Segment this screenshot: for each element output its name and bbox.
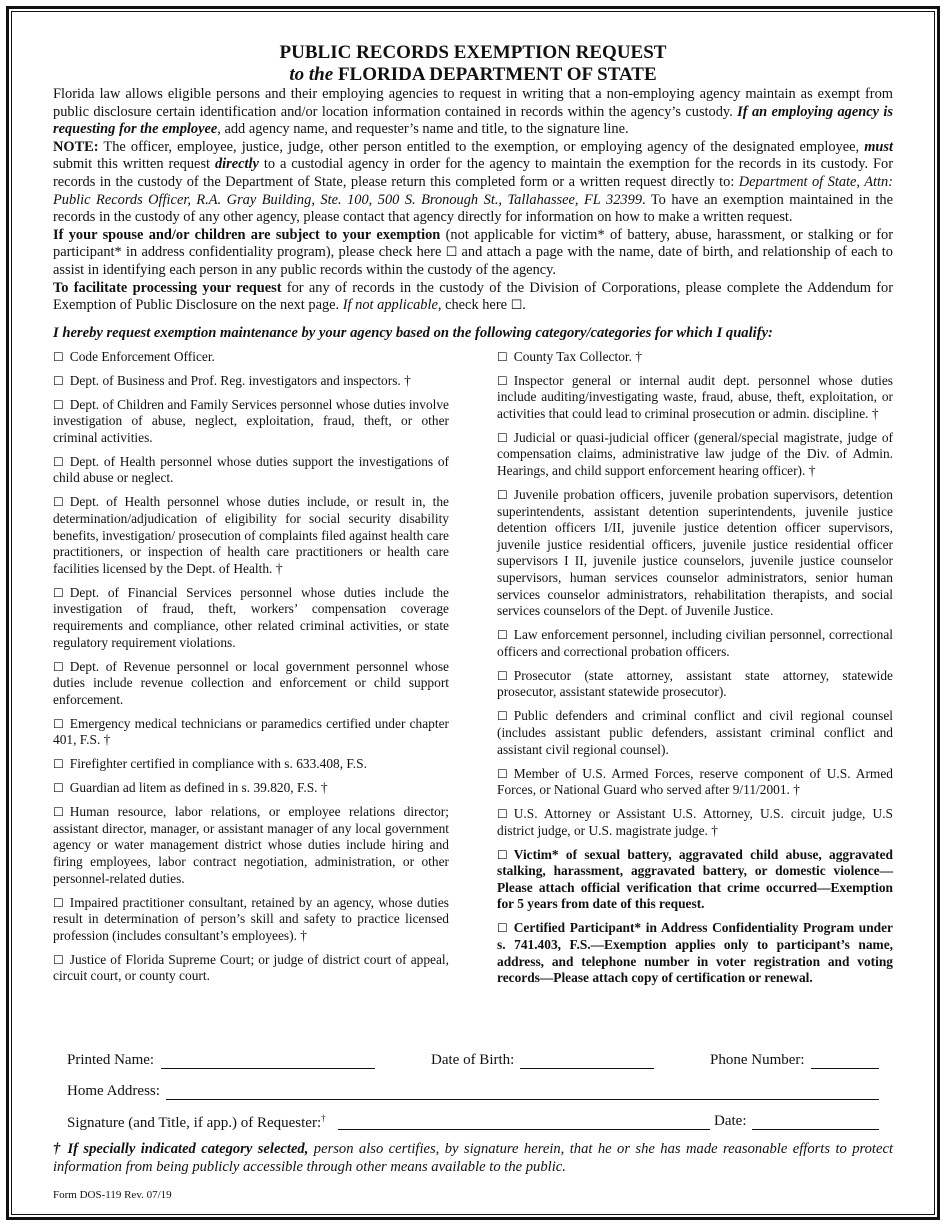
note-text-4: . To have an exemption maintained in the records in the custody of any other agency, please contact that agency directly for information on how to make a written request. <box>53 191 893 226</box>
form-body <box>53 42 893 994</box>
category-item <box>497 806 893 839</box>
category-checkbox[interactable]: ☐ <box>53 895 64 910</box>
category-item <box>497 708 893 758</box>
category-checkbox[interactable]: ☐ <box>497 373 508 388</box>
category-checkbox[interactable]: ☐ <box>497 430 508 445</box>
category-checkbox[interactable]: ☐ <box>53 585 64 600</box>
category-label: Firefighter certified in compliance with s. 633.408, F.S. <box>69 756 367 772</box>
phone-number-label: Phone Number: <box>710 1052 805 1068</box>
category-item <box>53 585 449 651</box>
category-item <box>497 487 893 620</box>
home-address-label: Home Address: <box>67 1083 160 1099</box>
facilitate-text-2: , check here <box>437 297 511 314</box>
form-number: Form DOS-119 Rev. 07/19 <box>53 1189 172 1201</box>
category-item <box>53 804 449 887</box>
category-item <box>53 716 449 749</box>
footnote-bold: If specially indicated category selected, <box>67 1141 309 1157</box>
footnote-text: person also certifies, by signature herein, that he or she has made reasonable efforts to protect information from being publicly accessible through other means available to the public. <box>53 1141 893 1175</box>
category-checkbox[interactable]: ☐ <box>53 659 64 674</box>
category-label: Public defenders and criminal conflict and civil regional counsel (includes assistant public defenders, assistant criminal conflict and assistant civil regional counsel). <box>497 708 893 757</box>
category-checkbox[interactable]: ☐ <box>53 952 64 967</box>
category-item <box>497 668 893 701</box>
category-columns <box>53 349 893 994</box>
date-of-birth-field[interactable] <box>520 1068 654 1069</box>
category-label: Victim* of sexual battery, aggravated child abuse, aggravated stalking, harassment, aggravated battery, or domestic violence—Please attach official verification that crime occurred—Exemption for 5 years from date of this request. <box>497 846 893 912</box>
category-item <box>53 659 449 709</box>
row-home-address <box>67 1083 879 1103</box>
category-label: Dept. of Health personnel whose duties include, or result in, the determination/adjudication of eligibility for social security disability benefits, investigation/ prosecution of complaints filed against health care practitioners, or inspection of health care practitioners or health care facilities licensed by the Dept. of Health. † <box>53 494 449 576</box>
category-label: County Tax Collector. † <box>513 348 643 364</box>
footnote <box>53 1140 893 1176</box>
category-checkbox[interactable]: ☐ <box>53 495 64 510</box>
category-checkbox[interactable]: ☐ <box>53 805 64 820</box>
date-label: Date: <box>714 1113 747 1129</box>
category-item <box>53 780 449 797</box>
spouse-text-1: (not applicable for victim* of battery, abuse, harassment, or stalking or for participant* in address confidentiality program), please check here <box>53 226 893 261</box>
category-item <box>497 349 893 366</box>
footnote-dagger: † <box>53 1141 63 1157</box>
category-item <box>497 430 893 480</box>
category-label: Judicial or quasi-judicial officer (general/special magistrate, judge of compensation claims, administrative law judge of the Div. of Admin. Hearings, and child support enforcement hearing officer). † <box>497 429 893 479</box>
facilitate-text-3: . <box>522 297 526 314</box>
category-checkbox[interactable]: ☐ <box>497 709 508 724</box>
category-label: Dept. of Health personnel whose duties support the investigations of child abuse or neglect. <box>53 453 449 486</box>
home-address-field[interactable] <box>166 1099 879 1100</box>
category-item <box>497 766 893 799</box>
category-checkbox[interactable]: ☐ <box>497 847 508 862</box>
category-item <box>53 952 449 985</box>
category-item <box>53 895 449 945</box>
category-checkbox[interactable]: ☐ <box>53 454 64 469</box>
note-must: must <box>864 138 893 155</box>
category-column-right <box>497 349 893 994</box>
category-checkbox[interactable]: ☐ <box>53 781 64 796</box>
row-signature-date <box>67 1113 879 1133</box>
spouse-text-2: and attach a page with the name, date of birth, and relationship of each to assist in identifying each person in any public records within the custody of the agency. <box>53 244 893 278</box>
category-item <box>497 847 893 913</box>
category-label: Dept. of Financial Services personnel whose duties include the investigation of fraud, theft, workers’ compensation coverage requirements and compliance, other related criminal activities, or state regulatory requirement violations. <box>53 584 449 650</box>
category-item <box>497 373 893 423</box>
category-label: Inspector general or internal audit dept. personnel whose duties include auditing/investigating waste, fraud, abuse, theft, exploitation, or activities that could lead to criminal prosecution or admin. discipline. † <box>497 372 893 421</box>
facilitate-italic: If not applicable <box>342 297 438 314</box>
facilitate-heading: To facilitate processing your request <box>53 279 282 296</box>
signature-field[interactable] <box>338 1129 710 1130</box>
category-checkbox[interactable]: ☐ <box>53 716 64 731</box>
category-label: U.S. Attorney or Assistant U.S. Attorney, U.S. circuit judge, U.S district judge, or U.S. magistrate judge. † <box>497 806 893 838</box>
category-label: Dept. of Children and Family Services personnel whose duties involve investigation of abuse, neglect, exploitation, fraud, theft, or other criminal activities. <box>53 396 449 445</box>
spouse-heading: If your spouse and/or children are subject to your exemption <box>53 226 441 243</box>
category-column-left <box>53 349 449 994</box>
signature-label <box>67 1113 326 1132</box>
note-text-2: submit this written request <box>53 156 215 173</box>
signature-dagger: † <box>321 1113 326 1123</box>
category-checkbox[interactable]: ☐ <box>53 397 64 412</box>
category-checkbox[interactable]: ☐ <box>497 628 508 643</box>
category-checkbox[interactable]: ☐ <box>497 807 508 822</box>
category-label: Human resource, labor relations, or employee relations director; assistant director, manager, or assistant manager of any local government agency or water management district whose duties include hiring and firing employees, labor contract negotiation, administration, or other personnel-related duties. <box>53 804 449 886</box>
category-item <box>497 920 893 986</box>
title-prefix: to the <box>289 64 334 85</box>
intro-text-after: , add agency name, and requester’s name and title, to the signature line. <box>217 121 629 138</box>
row-name-dob-phone <box>67 1052 879 1072</box>
category-item <box>53 397 449 447</box>
category-label: Prosecutor (state attorney, assistant state attorney, statewide prosecutor, assistant statewide prosecutor). <box>497 667 893 700</box>
category-checkbox[interactable]: ☐ <box>497 349 508 364</box>
category-label: Juvenile probation officers, juvenile probation supervisors, detention superintendents, assistant detention superintendents, juvenile justice detention officers I/II, juvenile justice detention officer supervisors, juvenile justice residential officers, juvenile justice residential officer supervisors I II, juvenile justice counselors, juvenile justice counselor supervisors, human services counselor administrators, senior human services counselor administrators, rehabilitation therapists, and social services counselors of the Dept. of Juvenile Justice. <box>497 487 893 619</box>
note-text-1: The officer, employee, justice, judge, other person entitled to the exemption, or employing agency of the designated employee, <box>98 138 865 155</box>
note-label: NOTE: <box>53 138 99 155</box>
note-address: Department of State, Attn: Public Records Officer, R.A. Gray Building, Ste. 100, 500 S. Bronough St., Tallahassee, FL 32399 <box>53 173 893 208</box>
note-paragraph <box>53 139 893 227</box>
intro-emphasis: If an employing agency is requesting for the employee <box>53 103 893 138</box>
date-of-birth-label: Date of Birth: <box>431 1052 515 1068</box>
printed-name-field[interactable] <box>161 1068 375 1069</box>
category-item <box>53 373 449 390</box>
category-checkbox[interactable]: ☐ <box>497 921 508 936</box>
category-label: Law enforcement personnel, including civilian personnel, correctional officers and correctional probation officers. <box>497 627 893 659</box>
not-applicable-checkbox[interactable]: ☐ <box>510 298 523 314</box>
date-field[interactable] <box>752 1129 879 1130</box>
title-line-1: PUBLIC RECORDS EXEMPTION REQUEST <box>279 42 667 63</box>
category-item <box>53 454 449 487</box>
category-label: Emergency medical technicians or paramedics certified under chapter 401, F.S. † <box>53 715 449 748</box>
category-checkbox[interactable]: ☐ <box>53 373 64 388</box>
title-line-2 <box>53 64 893 86</box>
category-label: Justice of Florida Supreme Court; or judge of district court of appeal, circuit court, or county court. <box>53 951 449 984</box>
spouse-paragraph <box>53 227 893 280</box>
category-label: Dept. of Business and Prof. Reg. investigators and inspectors. † <box>69 372 411 388</box>
category-label: Guardian ad litem as defined in s. 39.820, F.S. † <box>69 780 328 796</box>
category-checkbox[interactable]: ☐ <box>497 488 508 503</box>
category-label: Certified Participant* in Address Confidentiality Program under s. 741.403, F.S.—Exemption applies only to participant’s name, address, and telephone number in voter registration and voting records—Please attach copy of certification or renewal. <box>497 920 893 986</box>
note-text-3: to a custodial agency in order for the agency to maintain the exemption for the records in its custody. For records in the custody of the Department of State, please return this completed form or a written request directly to: <box>53 156 893 190</box>
note-directly: directly <box>214 156 259 173</box>
spouse-checkbox[interactable]: ☐ <box>445 245 458 261</box>
form-title <box>53 42 893 86</box>
signature-label-text: Signature (and Title, if app.) of Requester: <box>67 1115 322 1131</box>
category-label: Impaired practitioner consultant, retained by an agency, whose duties result in determination of person’s skill and safety to practice licensed profession (includes consultant’s employees). † <box>53 894 449 943</box>
facilitate-text-1: for any of records in the custody of the Division of Corporations, please complete the Addendum for Exemption of Public Disclosure on the next page. <box>53 279 893 314</box>
title-main: FLORIDA DEPARTMENT OF STATE <box>337 64 657 85</box>
category-checkbox[interactable]: ☐ <box>53 757 64 772</box>
category-item <box>497 627 893 660</box>
category-item <box>53 494 449 577</box>
category-label: Dept. of Revenue personnel or local government personnel whose duties include revenue collection and enforcement or child support enforcement. <box>53 658 449 707</box>
category-checkbox[interactable]: ☐ <box>53 349 64 364</box>
category-label: Member of U.S. Armed Forces, reserve component of U.S. Armed Forces, or National Guard who served after 9/11/2001. † <box>497 765 893 798</box>
phone-number-field[interactable] <box>811 1068 879 1069</box>
intro-text: Florida law allows eligible persons and their employing agencies to request in writing that a non-employing agency maintain as exempt from public disclosure certain identification and/or location information contained in records within the agency’s custody. <box>53 86 893 120</box>
category-item <box>53 349 449 366</box>
request-heading: I hereby request exemption maintenance by your agency based on the following category/categories for which I qualify: <box>53 324 773 341</box>
printed-name-label: Printed Name: <box>67 1052 155 1068</box>
facilitate-paragraph <box>53 280 893 315</box>
category-label: Code Enforcement Officer. <box>69 348 215 364</box>
category-checkbox[interactable]: ☐ <box>497 766 508 781</box>
category-checkbox[interactable]: ☐ <box>497 668 508 683</box>
intro-paragraph <box>53 86 893 139</box>
category-item <box>53 756 449 773</box>
